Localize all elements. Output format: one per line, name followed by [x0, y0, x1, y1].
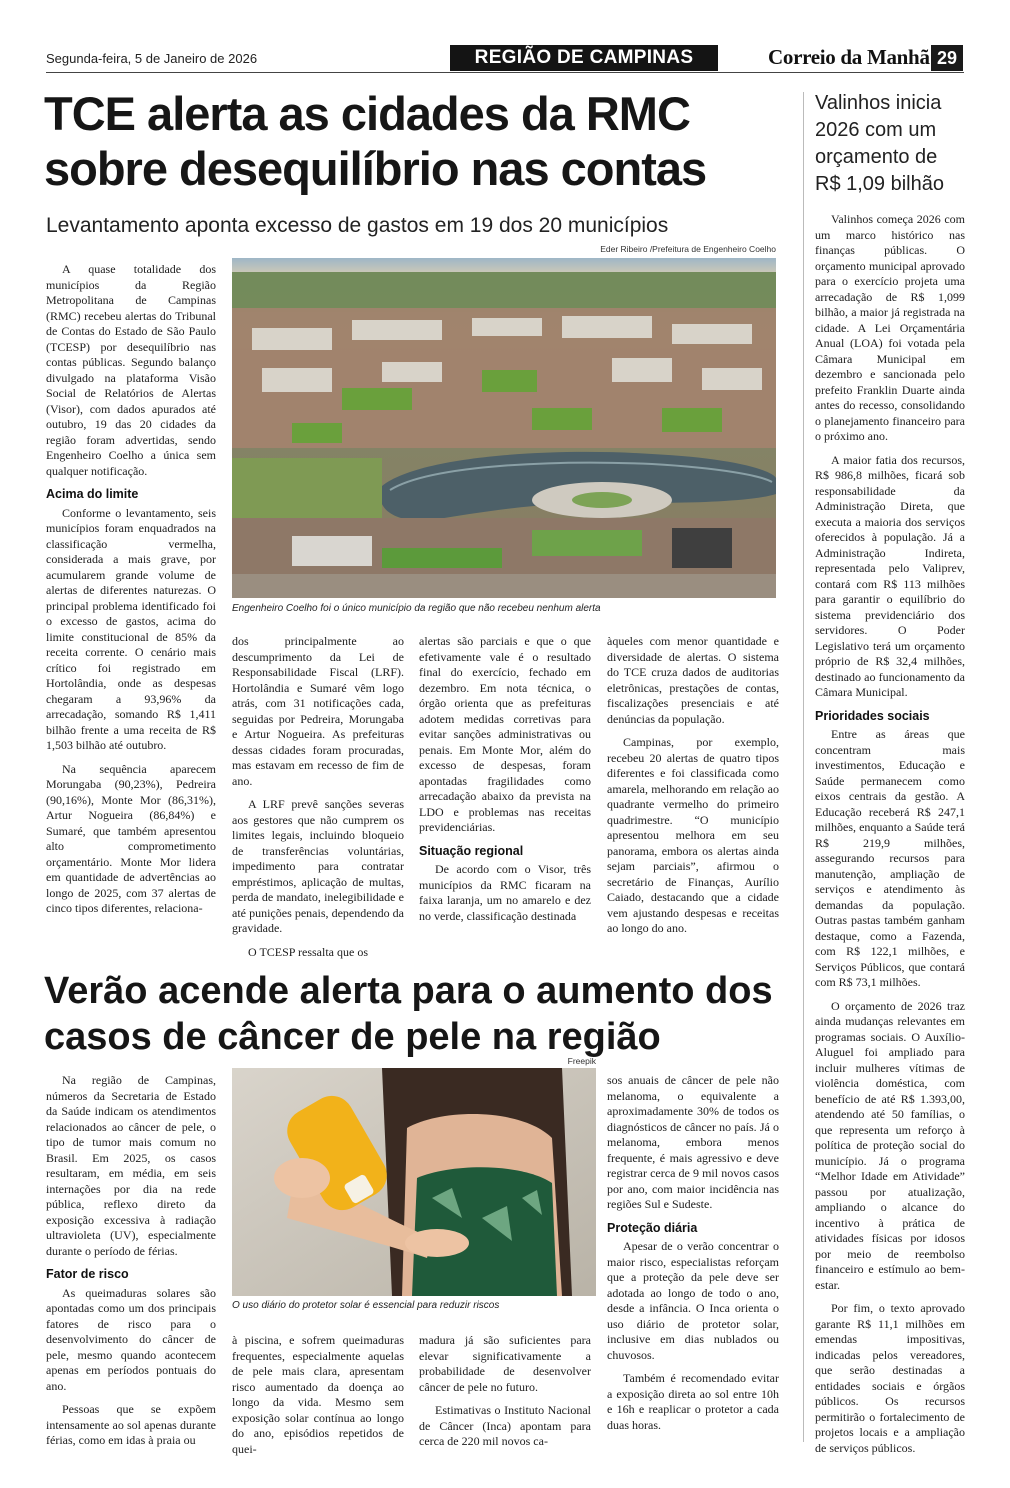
sunscreen-photo — [232, 1068, 596, 1296]
paragraph: Também é recomendado evitar a exposição direta ao sol entre 10h e 16h e reaplicar o protetor a cada duas horas. — [607, 1371, 779, 1432]
paragraph: alertas são parciais e que o que efetivamente vale é o resultado final do exercício, fechado em dezembro. Em nota técnica, o órgão orienta que as prefeituras adotem medidas corretivas para evitar sanções administrativas ou penais. Em Monte Mor, além do excesso de despesas, foram apontadas fragilidades como arrecadação abaixo da prevista na LDO e problemas nas receitas previdenciárias. — [419, 634, 591, 834]
paragraph: A maior fatia dos recursos, R$ 986,8 milhões, ficará sob responsabilidade da Administração Direta, que executa a maioria dos serviços oferecidos à população. Já a Administração Indireta, representada pelo Valiprev, contará com R$ 113 milhões para garantir o equilíbrio do sistema previdenciário dos servidores. O Poder Legislativo terá um orçamento próprio de R$ 32,4 milhões, destinado ao funcionamento da Câmara Municipal. — [815, 452, 965, 699]
header-divider — [46, 72, 964, 73]
paragraph: Entre as áreas que concentram mais investimentos, Educação e Saúde permanecem como eixos centrais da gestão. A Educação receberá R$ 247,1 milhões, enquanto a Saúde terá R$ 219,9 milhões, assegurando recursos para manutenção, ampliação de serviços e atendimento às demandas da população. Outras pastas também ganham destaque, como a Fazenda, com R$ 122,1 milhões, e Serviços Públicos, que contará com R$ 73,1 milhões. — [815, 727, 965, 989]
page-number: 29 — [931, 45, 963, 71]
subheading-fator-de-risco: Fator de risco — [46, 1267, 129, 1281]
paragraph: Valinhos começa 2026 com um marco histórico nas finanças públicas. O orçamento municipal aprovado para o exercício projeta uma arrecadação de R$ 1,099 bilhão, a maior já registrada na cidade. A Lei Orçamentária Anual (LOA) foi votada pela Câmara Municipal em dezembro e sancionada pelo prefeito Franklin Duarte ainda antes do recesso, consolidando o planejamento financeiro para o próximo ano. — [815, 212, 965, 443]
paragraph: dos principalmente ao descumprimento da Lei de Responsabilidade Fiscal (LRF). Hortolândia e Sumaré vêm logo atrás, com 31 notificações cada, seguidas por Pedreira, Morungaba e Artur Nogueira. As prefeituras dessas cidades foram procuradas, mas estavam em recesso de fim de ano. — [232, 634, 404, 788]
article2-column-1 — [46, 1073, 216, 1457]
paragraph: Campinas, por exemplo, recebeu 20 alertas de quatro tipos diferentes e foi classificada como amarela, melhorando em relação ao quadrante vermelho do primeiro quadrimestre. “O município apresentou melhora em seu panorama, embora os alertas ainda sejam parciais”, afirmou o secretário de Finanças, Aurílio Caiado, destacando que a cidade vem ajustando despesas e receitas ao longo do ano. — [607, 735, 779, 935]
aerial-city-photo — [232, 258, 776, 598]
article2-photo-credit: Freepik — [567, 1056, 596, 1066]
article1-photo-credit: Eder Ribeiro /Prefeitura de Engenheiro Coelho — [600, 244, 776, 254]
paragraph: A LRF prevê sanções severas aos gestores que não cumprem os limites legais, incluindo bloqueio de transferências voluntárias, impedimento para contratar empréstimos, aplicação de multas, perda de mandato, inelegibilidade e até punições penais, dependendo da gravidade. — [232, 797, 404, 935]
article2-column-3 — [419, 1333, 591, 1458]
article1-subheadline: Levantamento aponta excesso de gastos em 19 dos 20 municípios — [46, 214, 669, 237]
paragraph: As queimaduras solares são apontadas como um dos principais fatores de risco para o desenvolvimento do câncer de pele, mesmo quando acontecem apenas em períodos pontuais do ano. — [46, 1285, 216, 1393]
paragraph: Estimativas o Instituto Nacional de Câncer (Inca) apontam para cerca de 220 mil novos ca- — [419, 1403, 591, 1448]
article2-column-2 — [232, 1333, 404, 1465]
subheading-acima-do-limite: Acima do limite — [46, 487, 139, 501]
paragraph: sos anuais de câncer de pele não melanoma, o equivalente a aproximadamente 30% de todos os diagnósticos de câncer no país. Já o melanoma, embora menos frequente, é mais agressivo e deve registrar cerca de 9 mil novos casos por ano, com maior incidência nas regiões Sul e Sudeste. — [607, 1073, 779, 1211]
section-banner: REGIÃO DE CAMPINAS — [450, 45, 718, 71]
paragraph: Pessoas que se expõem intensamente ao sol apenas durante férias, como em idas à praia ou — [46, 1402, 216, 1447]
article2-column-4 — [607, 1073, 779, 1441]
paragraph: O TCESP ressalta que os — [248, 944, 368, 959]
edition-date: Segunda-feira, 5 de Janeiro de 2026 — [46, 51, 258, 66]
paragraph: Conforme o levantamento, seis municípios foram enquadrados na classificação vermelha, considerada a mais grave, por acumularem grande volume de alertas de diferentes naturezas. O principal problema identificado foi o excesso de gastos, acima do limite constitucional de 85% da receita corrente. O cenário mais crítico foi registrado em Hortolândia, onde as despesas chegaram a 93,96% da arrecadação, somando R$ 1,411 bilhão frente a uma receita de R$ 1,503 bilhão até outubro. — [46, 505, 216, 752]
article1-column-4 — [607, 634, 779, 945]
subheading-protecao-diaria: Proteção diária — [607, 1220, 698, 1235]
newspaper-logo: Correio da Manhã — [768, 45, 930, 69]
subheading-prioridades-sociais: Prioridades sociais — [815, 708, 930, 723]
article1-column-2 — [232, 634, 404, 968]
sidebar-body — [815, 212, 965, 1464]
sidebar-headline: Valinhos inicia 2026 com um orçamento de R$ 1,09 bilhão — [815, 92, 944, 195]
paragraph: madura já são suficientes para elevar significativamente a probabilidade de desenvolver câncer de pele no futuro. — [419, 1333, 591, 1394]
article1-photo-caption: Engenheiro Coelho foi o único município da região que não recebeu nenhum alerta — [232, 603, 601, 614]
paragraph: Na sequência aparecem Morungaba (90,23%), Pedreira (90,16%), Monte Mor (86,31%), Artur Nogueira (86,84%) e Sumaré, que também apresentou alto comprometimento orçamentário. Monte Mor lidera em quantidade de advertências ao longo de 2025, com 37 alertas de cinco tipos diferentes, relaciona- — [46, 761, 216, 915]
paragraph: O orçamento de 2026 traz ainda mudanças relevantes em programas sociais. O Auxílio-Aluguel foi ampliado para incluir mulheres vítimas de violência doméstica, com benefício de até R$ 1.393,00, atendendo até 50 famílias, o que representa um reforço à política de proteção social do município. Já o programa “Melhor Idade em Atividade” passou por atualização, ampliando o alcance do incentivo à prática de atividades físicas por idosos por meio de reembolso financeiro e estímulo ao bem-estar. — [815, 998, 965, 1292]
article1-headline: TCE alerta as cidades da RMC sobre desequilíbrio nas contas — [44, 87, 707, 195]
article2-headline: Verão acende alerta para o aumento dos casos de câncer de pele na região — [44, 970, 773, 1058]
paragraph: De acordo com o Visor, três municípios da RMC ficaram na faixa laranja, um no amarelo e dez no verde, classificação destinada — [419, 862, 591, 923]
article1-column-3 — [419, 634, 591, 932]
paragraph: Apesar de o verão concentrar o maior risco, especialistas reforçam que a proteção da pele deve ser adotada ao longo de todo o ano, desde a infância. O Inca orienta o uso diário de protetor solar, inclusive em dias nublados ou chuvosos. — [607, 1239, 779, 1362]
article2-photo-caption: O uso diário do protetor solar é essencial para reduzir riscos — [232, 1300, 500, 1311]
paragraph: Por fim, o texto aprovado garante R$ 11,1 milhões em emendas impositivas, indicadas pelos vereadores, que serão destinadas a entidades sociais e órgãos públicos. Os recursos permitirão o fortalecimento de projetos locais e a ampliação de serviços públicos. — [815, 1301, 965, 1455]
paragraph: àqueles com menor quantidade e diversidade de alertas. O sistema do TCE cruza dados de auditorias eletrônicas, prestações de contas, fiscalizações presenciais e até denúncias da população. — [607, 634, 779, 726]
paragraph: à piscina, e sofrem queimaduras frequentes, especialmente aquelas de pele mais clara, apresentam risco aumentado da doença ao longo da vida. Mesmo sem exposição solar contínua ao longo do ano, episódios repetidos de quei- — [232, 1333, 404, 1456]
paragraph: A quase totalidade dos municípios da Região Metropolitana de Campinas (RMC) recebeu alertas do Tribunal de Contas do Estado de São Paulo (TCESP) por desequilíbrio nas contas públicas. Segundo balanço divulgado na plataforma Visão Social de Relatórios de Alertas (Visor), com dados apurados até outubro, 19 das 20 cidades da região foram advertidas, sendo Engenheiro Coelho a única sem qualquer notificação. — [46, 262, 216, 478]
paragraph: Na região de Campinas, números da Secretaria de Estado da Saúde indicam os atendimentos relacionados ao câncer de pele, o tipo de tumor mais comum no Brasil. Em 2025, os casos resultaram, em média, em seis internações por dia na rede pública, reflexo direto da exposição excessiva à radiação ultravioleta (UV), especialmente durante o período de férias. — [46, 1073, 216, 1258]
article1-column-1 — [46, 262, 216, 925]
subheading-situacao-regional: Situação regional — [419, 843, 524, 858]
sidebar-divider — [803, 92, 804, 1442]
